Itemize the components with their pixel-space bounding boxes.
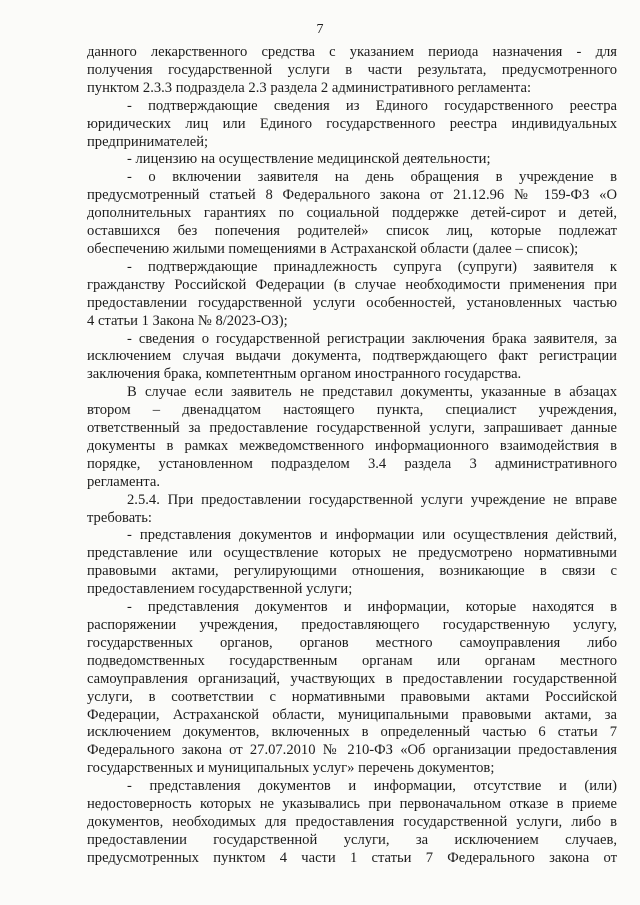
text-line: обеспечению жилыми помещениями в Астраханской области (далее – список); [87, 240, 579, 257]
text-line: регламента. [87, 473, 160, 490]
text-line: - сведения о государственной регистрации заключения брака заявителя, за [127, 330, 617, 347]
text-line: порядке, установленном подразделом 3.4 раздела 3 административного [87, 455, 617, 472]
text-line: ответственный за предоставление государственной услуги, запрашивает данные [87, 420, 617, 437]
text-line: подведомственных государственным органам или органам местного [87, 652, 617, 669]
text-line: - представления документов и информации, которые находятся в [127, 599, 617, 616]
text-line: распоряжении учреждения, предоставляющего государственную услугу, [87, 617, 617, 633]
text-line: втором – двенадцатом настоящего пункта, специалист учреждения, [87, 402, 617, 419]
text-line: заключения брака, компетентным органом иностранного государства. [87, 366, 522, 383]
text-line: предоставлении государственной услуги особенностей, установленных частью [87, 294, 617, 311]
text-line: предусмотренных пунктом 4 части 1 статьи 7 Федерального закона от [87, 849, 617, 866]
text-line: предоставлении государственной услуги, за исключением случаев, [87, 831, 617, 848]
text-line: юридических лиц или Единого государственного реестра индивидуальных [87, 115, 617, 132]
text-line: правовыми актами, регулирующими отношения, возникающие в связи с [87, 563, 617, 580]
text-line: 2.5.4. При предоставлении государственной услуги учреждение не вправе [127, 491, 617, 508]
text-line: дополнительных гарантиях по социальной поддержке детей-сирот и детей, [87, 205, 617, 222]
text-line: исключением случая выдачи документа, подтверждающего факт регистрации [87, 348, 617, 365]
text-line: исключением документов, включенных в определенный частью 6 статьи 7 [87, 724, 617, 741]
text-line: недостоверность которых не указывались при первоначальном отказе в приеме [87, 796, 617, 813]
text-line: услуги, в соответствии с нормативными правовыми актами Российской [87, 688, 617, 705]
text-line: представление или осуществление которых не предусмотрено нормативными [87, 545, 617, 562]
text-line: - о включении заявителя на день обращения в учреждение в [127, 169, 617, 186]
text-line: государственных и муниципальных услуг» перечень документов; [87, 760, 495, 777]
text-line: - подтверждающие принадлежность супруга (супруги) заявителя к [127, 258, 617, 275]
text-line: предусмотренный статьей 8 Федерального закона от 21.12.96 № 159-ФЗ «О [87, 187, 617, 204]
text-line: предпринимателей; [87, 133, 209, 150]
text-line: государственных органов, органов местного самоуправления либо [87, 634, 617, 651]
text-line: предоставлением государственной услуги; [87, 581, 353, 598]
text-line: - лицензию на осуществление медицинской деятельности; [127, 151, 491, 168]
text-line: В случае если заявитель не представил документы, указанные в абзацах [127, 384, 617, 401]
text-line: гражданству Российской Федерации (в случае необходимости применения при [87, 276, 617, 293]
text-line: - представления документов и информации, отсутствие и (или) [127, 778, 617, 795]
text-line: получения государственной услуги в части результата, предусмотренного [87, 61, 617, 78]
text-line: самоуправления организаций, участвующих в предоставлении государственной [87, 670, 617, 687]
document-body [87, 44, 617, 868]
text-line: Федерального закона от 27.07.2010 № 210-ФЗ «Об организации предоставления [87, 742, 617, 759]
text-line: 4 статьи 1 Закона № 8/2023-ОЗ); [87, 312, 288, 329]
text-line: пунктом 2.3.3 подраздела 2.3 раздела 2 административного регламента: [87, 79, 531, 96]
text-line: документы в рамках межведомственного информационного взаимодействия в [87, 437, 617, 454]
page-number: 7 [316, 22, 324, 37]
text-line: - представления документов и информации или осуществления действий, [127, 527, 617, 544]
text-line: требовать: [87, 509, 152, 526]
text-line: Федерации, Астраханской области, муниципальными правовыми актами, за [87, 706, 617, 723]
text-line: - подтверждающие сведения из Единого государственного реестра [127, 97, 617, 114]
text-line: данного лекарственного средства с указанием периода назначения - для [87, 44, 617, 60]
text-line: оставшихся без попечения родителей» список лиц, которые подлежат [87, 223, 617, 240]
text-line: документов, необходимых для предоставления государственной услуги, либо в [87, 813, 617, 830]
